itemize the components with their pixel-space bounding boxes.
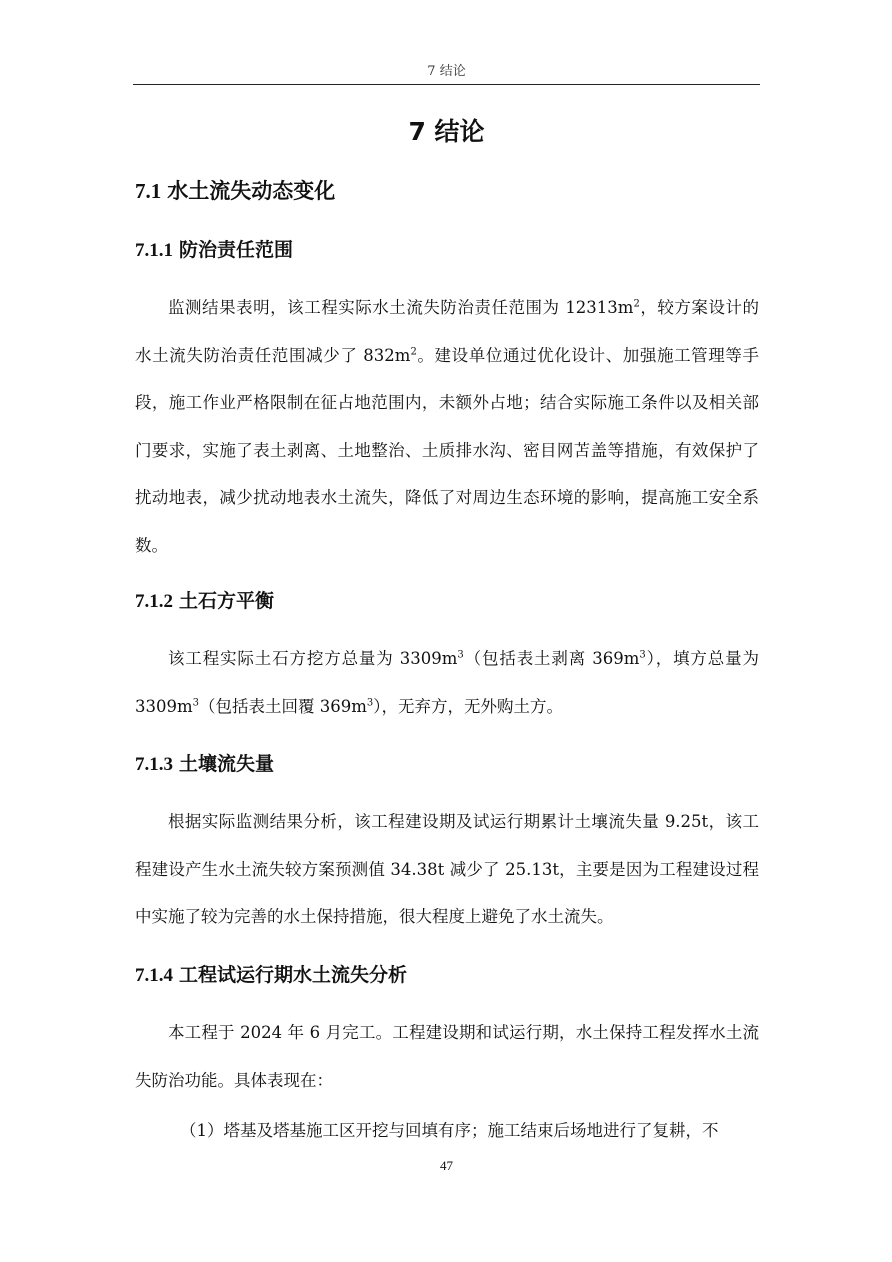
superscript: 3 (366, 697, 374, 708)
section-number: 7.1.4 (135, 965, 173, 986)
superscript: 3 (192, 697, 200, 708)
section-title: 土石方平衡 (179, 590, 275, 612)
superscript: 2 (633, 298, 640, 310)
paragraph-trial-operation: 本工程于 2024 年 6 月完工。工程建设期和试运行期，水土保持工程发挥水土流失防治功能。具体表现在： (135, 1023, 759, 1090)
text-run: ，较方案设计的水土流失防治责任范围减少了 832m (135, 298, 759, 365)
section-title: 工程试运行期水土流失分析 (179, 964, 408, 986)
text-run: 该工程实际土石方挖方总量为 3309m (168, 649, 458, 668)
text-run: ），填方总量为 3309m (135, 649, 760, 716)
text-run: ），无弃方，无外购土方。 (373, 696, 564, 716)
text-run: （包括表土剥离 369m (463, 649, 640, 668)
section-title: 防治责任范围 (179, 239, 294, 261)
list-item-1: （1）塔基及塔基施工区开挖与回填有序；施工结束后场地进行了复耕，不 (180, 1121, 719, 1140)
section-number: 7.1.3 (135, 754, 173, 775)
superscript: 3 (457, 649, 464, 661)
text-run: 。建设单位通过优化设计、加强施工管理等手段，施工作业严格限制在征占地范围内，未额外占地；结合实际施工条件以及相关部门要求，实施了表土剥离、土地整治、土质排水沟、密目网苫盖等措施，有效保护了扰动地表，减少扰动地表水土流失，降低了对周边生态环境的影响，提高施工安全系数。 (135, 345, 760, 555)
section-heading-7-1 (135, 176, 335, 206)
section-number: 7.1.2 (135, 591, 173, 612)
section-number: 7.1.1 (135, 240, 173, 261)
running-header: 7 结论 (427, 64, 466, 79)
text-run: （包括表土回覆 369m (199, 696, 367, 716)
paragraph-soil-loss: 根据实际监测结果分析，该工程建设期及试运行期累计土壤流失量 9.25t，该工程建设产生水土流失较方案预测值 34.38t 减少了 25.13t，主要是因为工程建设过程中实施了较为完善的水土保持措施，很大程度上避免了水土流失。 (135, 812, 759, 926)
paragraph-earthwork-balance (135, 635, 759, 730)
section-heading-7-1-1 (135, 235, 293, 266)
chapter-title: 7 结论 (408, 117, 485, 146)
text-run: 监测结果表明，该工程实际水土流失防治责任范围为 12313m (168, 298, 634, 317)
section-heading-7-1-4 (135, 960, 407, 991)
paragraph-responsibility-scope (135, 284, 759, 569)
header-divider (133, 84, 760, 85)
section-title: 水土流失动态变化 (167, 179, 336, 203)
section-title: 土壤流失量 (179, 753, 275, 775)
section-heading-7-1-2 (135, 586, 274, 617)
section-heading-7-1-3 (135, 749, 274, 780)
section-number: 7.1 (135, 179, 162, 203)
superscript: 2 (410, 346, 417, 357)
page-number: 47 (440, 1158, 453, 1173)
superscript: 3 (639, 649, 646, 661)
